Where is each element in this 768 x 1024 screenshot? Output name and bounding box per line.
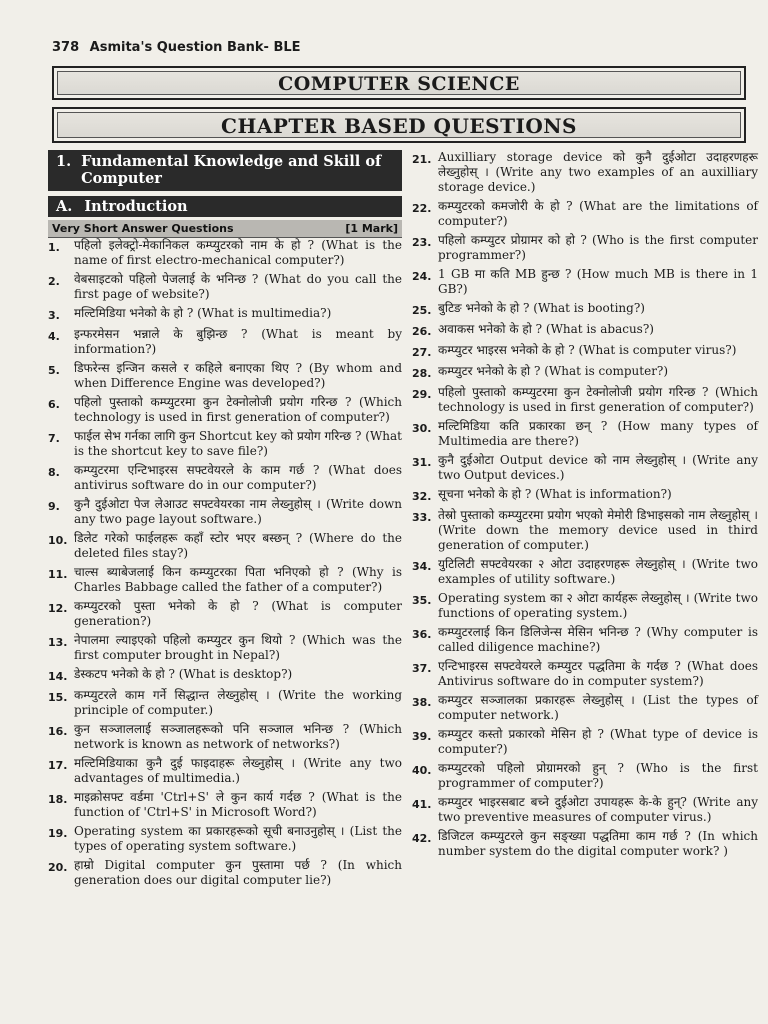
question-text: माइक्रोसफ्ट वर्डमा 'Ctrl+S' ले कुन कार्य गर्दछ ? (What is the function of 'Ctrl+S' in Microsoft Word?) — [74, 790, 402, 819]
question-number: 14. — [48, 670, 68, 683]
question-item — [48, 688, 402, 718]
question-text: पहिलो पुस्ताको कम्प्युटरमा कुन टेक्नोलोजी प्रयोग गरिन्छ ? (Which technology is used in first generation of computer?) — [74, 395, 402, 424]
question-number: 15. — [48, 691, 68, 704]
question-number: 21. — [412, 153, 432, 166]
question-text: कुन सञ्जाललाई सञ्जालहरूको पनि सञ्जाल भनिन्छ ? (Which network is known as network of networks?) — [74, 722, 402, 751]
question-item — [412, 364, 758, 381]
question-item — [412, 795, 758, 825]
question-text: युटिलिटी सफ्टवेयरका २ ओटा उदाहरणहरू लेख्नुहोस् । (Write two examples of utility software.) — [438, 557, 758, 586]
question-number: 2. — [48, 275, 60, 288]
question-text: कम्प्युटर भाइरस भनेको के हो ? (What is computer virus?) — [438, 343, 737, 357]
question-text: चाल्स ब्याबेजलाई किन कम्प्युटरका पिता भनिएको हो ? (Why is Charles Babbage called the father of a computer?) — [74, 565, 402, 594]
question-number: 3. — [48, 309, 60, 322]
question-number: 10. — [48, 534, 68, 547]
question-text: एन्टिभाइरस सफ्टवेयरले कम्प्युटर पद्धतिमा के गर्दछ ? (What does Antivirus software do in computer system?) — [438, 659, 758, 688]
question-item — [48, 463, 402, 493]
question-text: कम्प्युटर कस्तो प्रकारको मेसिन हो ? (What type of device is computer?) — [438, 727, 758, 756]
question-item — [412, 199, 758, 229]
question-text: अवाकस भनेको के हो ? (What is abacus?) — [438, 322, 654, 336]
book-title: Asmita's Question Bank- BLE — [89, 40, 301, 55]
question-number: 25. — [412, 304, 432, 317]
question-number: 4. — [48, 330, 60, 343]
page-header — [52, 40, 301, 55]
question-number: 40. — [412, 764, 432, 777]
question-number: 9. — [48, 500, 60, 513]
question-item — [48, 238, 402, 268]
question-item — [412, 343, 758, 360]
question-text: कुनै दुईओटा पेज लेआउट सफ्टवेयरका नाम लेख्नुहोस् । (Write down any two page layout software.) — [74, 497, 402, 526]
question-text: डिफरेन्स इन्जिन कसले र कहिले बनाएका थिए ? (By whom and when Difference Engine was developed?) — [74, 361, 402, 390]
question-number: 34. — [412, 560, 432, 573]
question-number: 23. — [412, 236, 432, 249]
chapter-heading-number: 1. — [56, 153, 72, 170]
question-item — [412, 419, 758, 449]
question-number: 33. — [412, 511, 432, 524]
question-number: 35. — [412, 594, 432, 607]
question-number: 20. — [48, 861, 68, 874]
question-item — [48, 824, 402, 854]
question-item — [412, 453, 758, 483]
question-item — [412, 557, 758, 587]
question-item — [48, 756, 402, 786]
question-number: 28. — [412, 367, 432, 380]
question-text: हाम्रो Digital computer कुन पुस्तामा पर्छ ? (In which generation does our digital computer lie?) — [74, 858, 402, 887]
question-item — [48, 395, 402, 425]
question-text: कम्प्युटरको पहिलो प्रोग्रामरको हुन् ? (Who is the first programmer of computer?) — [438, 761, 758, 790]
question-number: 41. — [412, 798, 432, 811]
question-list-right — [412, 150, 758, 859]
question-text: तेस्रो पुस्ताको कम्प्युटरमा प्रयोग भएको मेमोरी डिभाइसको नाम लेख्नुहोस् । (Write down the memory device used in third generation of computer.) — [438, 508, 758, 552]
question-text: पहिलो कम्प्युटर प्रोग्रामर को हो ? (Who is the first computer programmer?) — [438, 233, 758, 262]
question-type-marks: [1 Mark] — [345, 222, 398, 235]
question-number: 19. — [48, 827, 68, 840]
question-text: कम्प्युटरको पुस्ता भनेको के हो ? (What is computer generation?) — [74, 599, 402, 628]
question-text: कम्प्युटरको कमजोरी के हो ? (What are the limitations of computer?) — [438, 199, 758, 228]
question-number: 26. — [412, 325, 432, 338]
question-text: मल्टिमिडिया भनेको के हो ? (What is multimedia?) — [74, 306, 332, 320]
question-item — [412, 487, 758, 504]
question-text: कम्प्युटरलाई किन डिलिजेन्स मेसिन भनिन्छ ? (Why computer is called diligence machine?) — [438, 625, 758, 654]
question-number: 29. — [412, 388, 432, 401]
section-heading — [48, 196, 402, 217]
question-list-left — [48, 238, 402, 888]
question-item — [48, 565, 402, 595]
section-letter: A. — [56, 198, 73, 215]
question-item — [48, 429, 402, 459]
question-number: 22. — [412, 202, 432, 215]
question-number: 32. — [412, 490, 432, 503]
question-item — [48, 633, 402, 663]
question-text: Auxilliary storage device को कुनै दुईओटा उदाहरणहरू लेख्नुहोस् । (Write any two examples of an auxilliary storage device.) — [438, 150, 758, 194]
question-number: 13. — [48, 636, 68, 649]
question-item — [412, 761, 758, 791]
question-item — [48, 531, 402, 561]
page-number: 378 — [52, 40, 80, 55]
question-item — [412, 727, 758, 757]
question-number: 16. — [48, 725, 68, 738]
question-item — [412, 508, 758, 553]
question-number: 12. — [48, 602, 68, 615]
right-column — [412, 150, 758, 863]
question-type-label: Very Short Answer Questions — [52, 222, 234, 235]
chapter-banner: CHAPTER BASED QUESTIONS — [52, 107, 746, 143]
question-number: 31. — [412, 456, 432, 469]
question-number: 30. — [412, 422, 432, 435]
question-item — [412, 301, 758, 318]
question-text: 1 GB मा कति MB हुन्छ ? (How much MB is there in 1 GB?) — [438, 267, 758, 296]
question-item — [48, 327, 402, 357]
question-type-bar — [48, 220, 402, 238]
question-text: पहिलो पुस्ताको कम्प्युटरमा कुन टेक्नोलोजी प्रयोग गरिन्छ ? (Which technology is used in first generation of computer?) — [438, 385, 758, 414]
question-text: Operating system का प्रकारहरूको सूची बनाउनुहोस् । (List the types of operating system software.) — [74, 824, 402, 853]
question-item — [412, 659, 758, 689]
question-item — [48, 306, 402, 323]
question-number: 8. — [48, 466, 60, 479]
question-item — [412, 693, 758, 723]
question-number: 36. — [412, 628, 432, 641]
left-column — [48, 150, 402, 892]
question-item — [412, 322, 758, 339]
question-item — [48, 667, 402, 684]
question-item — [48, 361, 402, 391]
question-item — [412, 829, 758, 859]
question-number: 27. — [412, 346, 432, 359]
question-item — [412, 233, 758, 263]
question-number: 7. — [48, 432, 60, 445]
question-text: मल्टिमिडियाका कुनै दुई फाइदाहरू लेख्नुहोस् । (Write any two advantages of multimedia.) — [74, 756, 402, 785]
question-number: 11. — [48, 568, 68, 581]
question-text: मल्टिमिडिया कति प्रकारका छन् ? (How many types of Multimedia are there?) — [438, 419, 758, 448]
question-text: कम्प्युटर सञ्जालका प्रकारहरू लेख्नुहोस् । (List the types of computer network.) — [438, 693, 758, 722]
question-item — [412, 267, 758, 297]
question-text: कम्प्युटर भनेको के हो ? (What is computer?) — [438, 364, 669, 378]
question-number: 42. — [412, 832, 432, 845]
question-number: 17. — [48, 759, 68, 772]
question-item — [412, 625, 758, 655]
question-text: पहिलो इलेक्ट्रो-मेकानिकल कम्प्युटरको नाम के हो ? (What is the name of first electro-mechanical computer?) — [74, 238, 402, 267]
question-item — [48, 599, 402, 629]
question-item — [48, 722, 402, 752]
question-item — [412, 385, 758, 415]
chapter-heading — [48, 150, 402, 191]
question-text: कम्प्युटर भाइरसबाट बच्ने दुईओटा उपायहरू के-के हुन्? (Write any two preventive measures of computer virus.) — [438, 795, 758, 824]
question-text: डिजिटल कम्प्युटरले कुन सङ्ख्या पद्धतिमा काम गर्छ ? (In which number system do the digital computer work? ) — [438, 829, 758, 858]
question-text: डेस्कटप भनेको के हो ? (What is desktop?) — [74, 667, 293, 681]
chapter-heading-title: Fundamental Knowledge and Skill of Computer — [81, 153, 382, 187]
question-number: 18. — [48, 793, 68, 806]
section-title: Introduction — [84, 198, 188, 215]
question-number: 38. — [412, 696, 432, 709]
question-item — [48, 858, 402, 888]
question-text: फाईल सेभ गर्नका लागि कुन Shortcut key को प्रयोग गरिन्छ ? (What is the shortcut key to save file?) — [74, 429, 402, 458]
question-text: बुटिङ भनेको के हो ? (What is booting?) — [438, 301, 645, 315]
question-text: डिलेट गरेको फाईलहरू कहाँ स्टोर भएर बस्छन् ? (Where do the deleted files stay?) — [74, 531, 402, 560]
question-number: 37. — [412, 662, 432, 675]
question-text: कम्प्युटरमा एन्टिभाइरस सफ्टवेयरले के काम गर्छ ? (What does antivirus software do in our computer?) — [74, 463, 402, 492]
question-text: कम्प्युटरले काम गर्ने सिद्धान्त लेख्नुहोस् । (Write the working principle of computer.) — [74, 688, 402, 717]
question-number: 39. — [412, 730, 432, 743]
question-number: 1. — [48, 241, 60, 254]
subject-banner: COMPUTER SCIENCE — [52, 66, 746, 100]
question-item — [48, 790, 402, 820]
question-text: Operating system का २ ओटा कार्यहरू लेख्नुहोस् । (Write two functions of operating system.) — [438, 591, 758, 620]
question-number: 6. — [48, 398, 60, 411]
question-item — [412, 150, 758, 195]
question-number: 24. — [412, 270, 432, 283]
question-text: सूचना भनेको के हो ? (What is information?) — [438, 487, 672, 501]
question-text: इन्फरमेसन भन्नाले के बुझिन्छ ? (What is meant by information?) — [74, 327, 402, 356]
question-item — [412, 591, 758, 621]
question-text: वेबसाइटको पहिलो पेजलाई के भनिन्छ ? (What do you call the first page of website?) — [74, 272, 402, 301]
question-text: नेपालमा ल्याइएको पहिलो कम्प्युटर कुन थियो ? (Which was the first computer brought in Nepal?) — [74, 633, 402, 662]
question-number: 5. — [48, 364, 60, 377]
question-item — [48, 497, 402, 527]
question-item — [48, 272, 402, 302]
question-text: कुनै दुईओटा Output device को नाम लेख्नुहोस् । (Write any two Output devices.) — [438, 453, 758, 482]
